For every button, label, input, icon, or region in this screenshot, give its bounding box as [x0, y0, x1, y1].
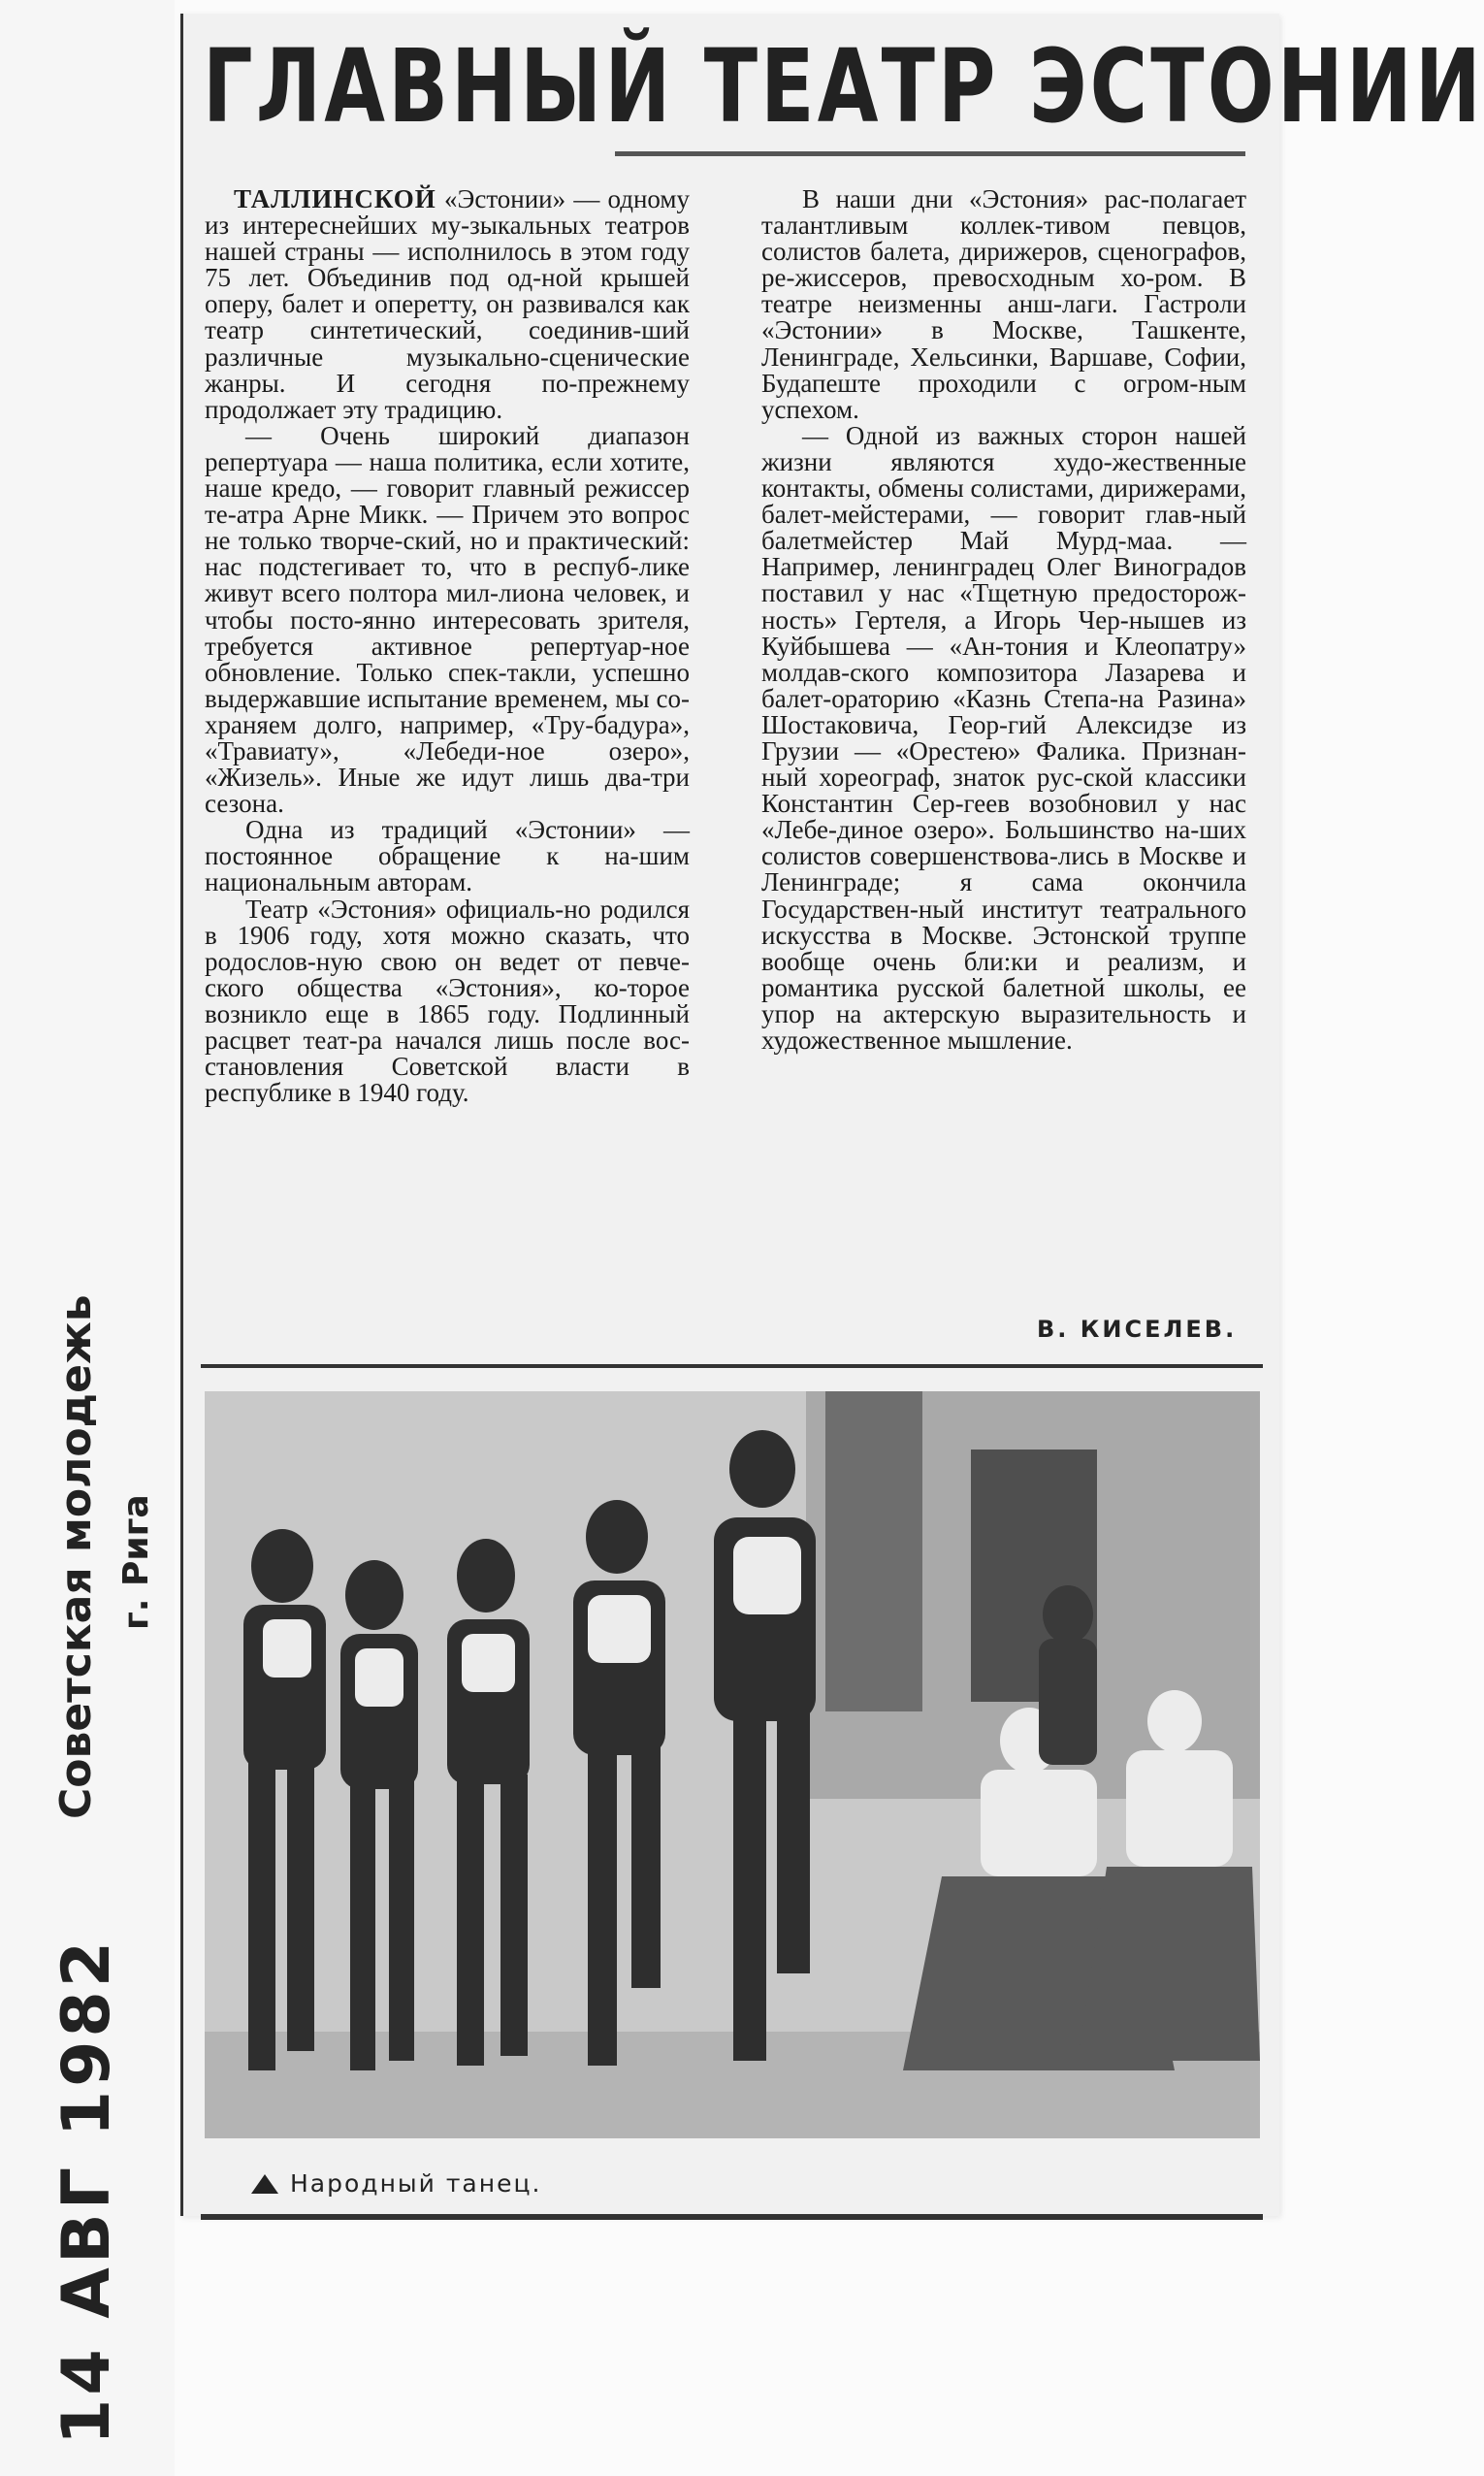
- bottom-divider: [201, 2214, 1263, 2220]
- triangle-up-icon: [251, 2174, 278, 2194]
- paragraph: — Очень широкий диапазон репертуара — наша политика, если хотите, наше кредо, — говорит главный режиссер те-атра Арне Микк. — Причем это вопрос не только творче-ский, но и практический: нас подстегивает то, что в респуб-лике живут всего полтора мил-лиона человек, и чтобы посто-янно интересовать зрителя, требуется активное репертуар-ное обновление. Только спек-такли, успешно выдержавшие испытание временем, мы со-храняем долго, например, «Тру-бадура», «Травиату», «Лебеди-ное озеро», «Жизель». Иные же идут лишь два-три сезона.: [205, 420, 690, 819]
- photo-caption-text: Народный танец.: [290, 2169, 542, 2198]
- source-annotation: [44, 1290, 170, 1834]
- date-stamp: [19, 1937, 165, 2464]
- dancers-illustration: [205, 1391, 1260, 2138]
- article-column-right: [761, 186, 1246, 1054]
- paragraph: В наши дни «Эстония» рас-полагает талантливым коллек-тивом певцов, солистов балета, дирижеров, сценографов, ре-жиссеров, превосходным хо-ром. В театре неизменны анш-лаги. Гастроли «Эстонии» в Москве, Ташкенте, Ленинграде, Хельсинки, Варшаве, Софии, Будапеште проходили с огром-ным успехом.: [761, 184, 1246, 424]
- paragraph: — Одной из важных сторон нашей жизни являются худо-жественные контакты, обмены солистами, дирижерами, балет-мейстерами, — говорит глав-ный балетмейстер Май Мурд-маа. — Например, ленинградец Олег Виноградов поставил у нас «Тщетную предосторож-ность» Гертеля, а Игорь Чер-нышев из Куйбышева — «Ан-тония и Клеопатру» молдав-ского композитора Лазарева и балет-ораторию «Казнь Степа-на Разина» Шостаковича, Геор-гий Алексидзе из Грузии — «Орестею» Фалика. Признан-ный хореограф, знаток рус-ской классики Константин Сер-геев возобновил у нас «Лебе-диное озеро». Большинство на-ших солистов совершенствова-лись в Москве и Ленинграде; я сама окончила Государствен-ный институт театрального искусства в Москве. Эстонской труппе вообще очень бли:ки и реализм, и романтика русской балетной школы, ее упор на актерскую выразительность и художественное мышление.: [761, 420, 1246, 1055]
- source-newspaper-name: Советская молодежь: [51, 1294, 101, 1819]
- paragraph-text: «Эстонии» — одному из интереснейших му-зыкальных театров нашей страны — исполнилось в этом году 75 лет. Объединив под од-ной крышей оперу, балет и оперетту, он развивался как театр синтетический, соединив-ший различные музыкально-сценические жанры. И сегодня по-прежнему продолжает эту традицию.: [205, 184, 690, 424]
- headline-rule: [615, 151, 1245, 156]
- section-divider: [201, 1364, 1263, 1368]
- source-city: г. Рига: [116, 1494, 156, 1630]
- newspaper-clipping: [180, 14, 1484, 2216]
- lead-word: ТАЛЛИНСКОЙ: [234, 184, 436, 213]
- paragraph: [205, 186, 690, 423]
- paragraph: Одна из традиций «Эстонии» — постоянное обращение к на-шим национальным авторам.: [205, 815, 690, 897]
- photo-caption: [251, 2169, 541, 2198]
- folk-dance-photo: [205, 1391, 1260, 2138]
- article-column-left: [205, 186, 690, 1106]
- article-headline: ГЛАВНЫЙ ТЕАТР ЭСТОНИИ: [203, 27, 1484, 146]
- article-byline: В. КИСЕЛЕВ.: [1037, 1316, 1238, 1343]
- paragraph: Театр «Эстония» официаль-но родился в 1906 году, хотя можно сказать, что родослов-ную свою он ведет от певче-ского общества «Эстония», ко-торое возникло еще в 1865 году. Подлинный расцвет теат-ра начался лишь после вос-становления Советской власти в республике в 1940 году.: [205, 894, 690, 1108]
- date-stamp-text: 14 АВГ 1982: [48, 1937, 125, 2445]
